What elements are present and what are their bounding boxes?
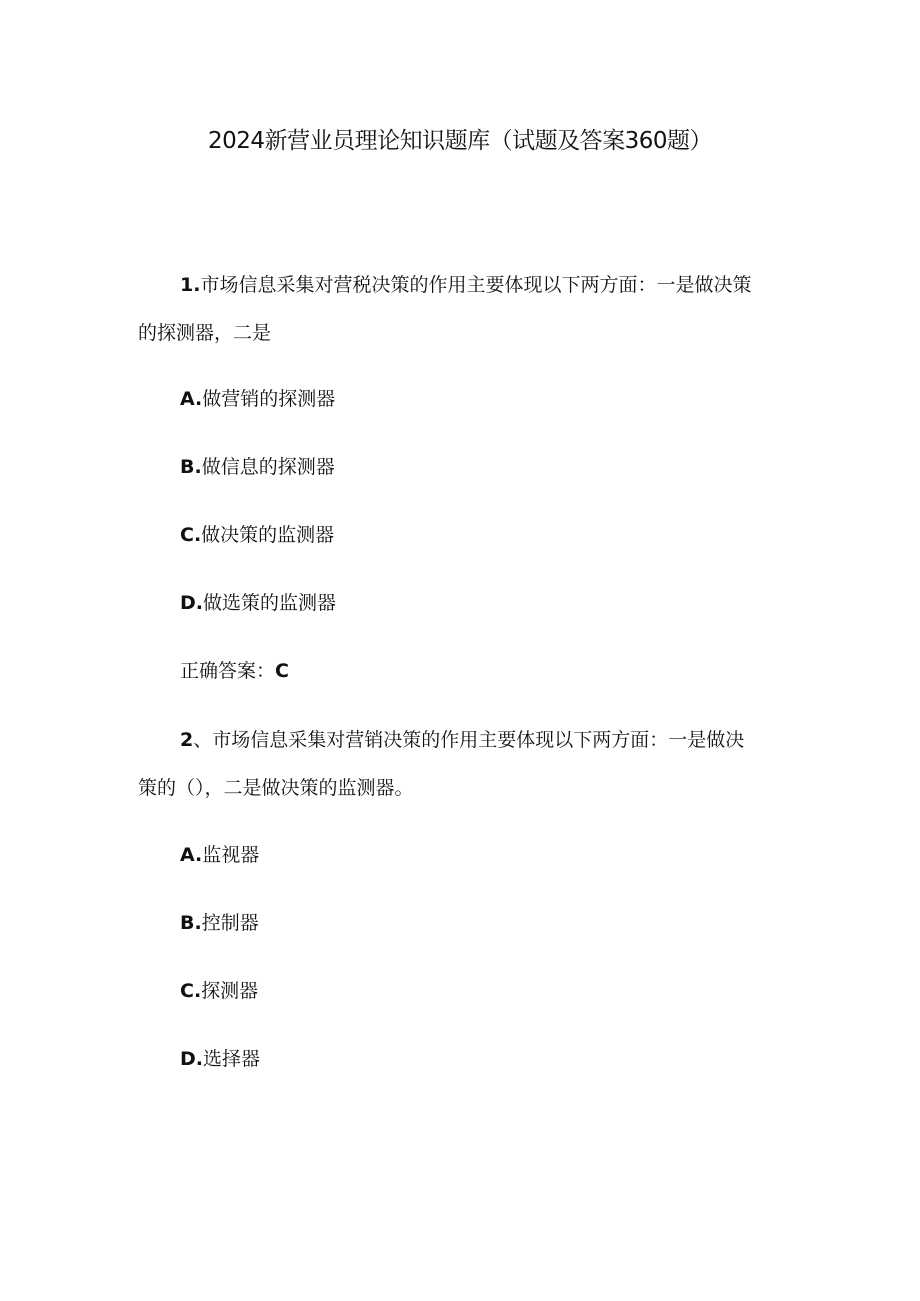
question-2-option-b: B.控制器 [180,912,259,934]
answer-value: C [275,660,289,682]
question-2-option-a: A.监视器 [180,844,260,866]
question-1-option-c: C.做决策的监测器 [180,524,335,546]
question-1-number: 1. [180,274,201,296]
question-1-option-a: A.做营销的探测器 [180,388,336,410]
question-2-stem-line-2: 策的（），二是做决策的监测器。 [138,777,414,799]
question-1-option-d: D.做选策的监测器 [180,592,337,614]
question-1-answer [180,657,289,685]
question-1-stem-text: 市场信息采集对营税决策的作用主要体现以下两方面：一是做决策 [200,274,752,296]
question-2-stem-text: 、市场信息采集对营销决策的作用主要体现以下两方面：一是做决 [193,729,745,751]
question-1-option-b: B.做信息的探测器 [180,456,335,478]
document-title: 2024新营业员理论知识题库（试题及答案360题） [208,128,712,154]
question-2-number: 2 [180,729,194,751]
question-2-option-d: D.选择器 [180,1048,261,1070]
question-2-stem-line-1 [180,726,744,754]
answer-label: 正确答案： [180,660,276,682]
question-1-stem-line-2: 的探测器，二是 [138,322,272,344]
question-1-stem-line-1 [180,271,751,299]
question-2-option-c: C.探测器 [180,980,259,1002]
